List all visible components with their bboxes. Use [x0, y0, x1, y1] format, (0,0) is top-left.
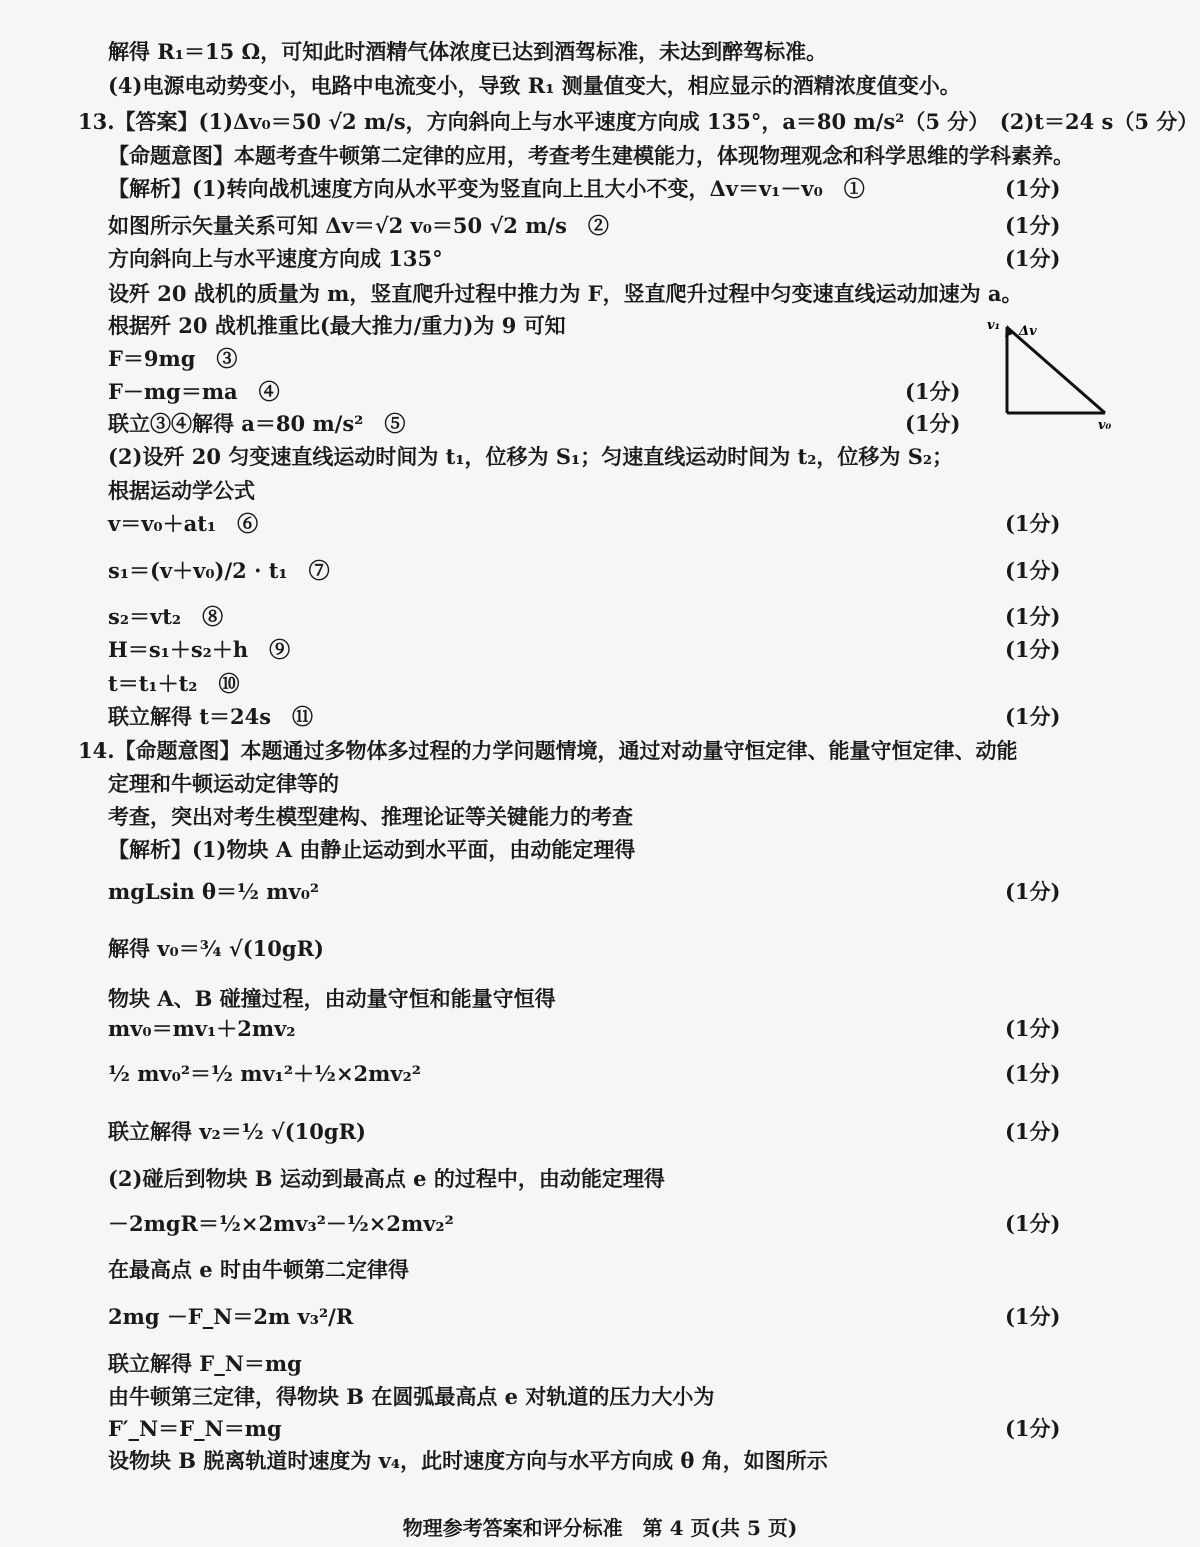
text-line: 根据运动学公式	[108, 478, 255, 503]
text-line: 设歼 20 战机的质量为 m，竖直爬升过程中推力为 F，竖直爬升过程中匀变速直线运动加速为 a。	[108, 281, 1023, 306]
score-mark: (1分)	[1005, 1016, 1061, 1041]
delta-v-vector	[1009, 329, 1105, 413]
text-line: 解得 R₁＝15 Ω，可知此时酒精气体浓度已达到酒驾标准，未达到醉驾标准。	[108, 39, 828, 64]
text-line: (4)电源电动势变小，电路中电流变小，导致 R₁ 测量值变大，相应显示的酒精浓度值变小。	[108, 73, 961, 98]
v1-label: v₁	[987, 318, 1001, 333]
delta-v-label: Δv	[1019, 324, 1037, 339]
text-line: 如图所示矢量关系可知 Δv＝√2 v₀＝50 √2 m/s ②	[108, 213, 609, 238]
text-line: t＝t₁＋t₂ ⑩	[108, 671, 240, 696]
score-mark: (1分)	[1005, 1416, 1061, 1441]
text-line: v＝v₀＋at₁ ⑥	[108, 511, 259, 536]
text-line: (2)碰后到物块 B 运动到最高点 e 的过程中，由动能定理得	[108, 1166, 665, 1191]
v0-label: v₀	[1098, 418, 1112, 433]
score-mark: (1分)	[1005, 246, 1061, 271]
text-line: mgLsin θ＝½ mv₀²	[108, 879, 320, 904]
score-mark: (1分)	[1005, 637, 1061, 662]
text-line: 2mg －F_N＝2m v₃²/R	[108, 1304, 354, 1329]
text-line: 考查，突出对考生模型建构、推理论证等关键能力的考查	[108, 804, 633, 829]
text-line: 物块 A、B 碰撞过程，由动量守恒和能量守恒得	[108, 986, 556, 1011]
text-line: F＝9mg ③	[108, 346, 238, 371]
text-line: 解得 v₀＝¾ √(10gR)	[108, 936, 324, 961]
text-line: 【解析】(1)物块 A 由静止运动到水平面，由动能定理得	[108, 837, 636, 862]
text-line: 设物块 B 脱离轨道时速度为 v₄，此时速度方向与水平方向成 θ 角，如图所示	[108, 1448, 828, 1473]
text-line: 方向斜向上与水平速度方向成 135°	[108, 246, 443, 271]
text-line: －2mgR＝½×2mv₃²－½×2mv₂²	[108, 1211, 454, 1236]
text-line: s₂＝vt₂ ⑧	[108, 604, 224, 629]
text-line: 【命题意图】本题考查牛顿第二定律的应用，考查考生建模能力，体现物理观念和科学思维的学科素养。	[108, 143, 1074, 168]
text-line: F－mg＝ma ④	[108, 379, 280, 404]
score-mark: (1分)	[1005, 558, 1061, 583]
score-mark: (1分)	[905, 411, 961, 436]
score-mark: (1分)	[1005, 511, 1061, 536]
text-line: 联立③④解得 a＝80 m/s² ⑤	[108, 411, 406, 436]
score-mark: (1分)	[1005, 213, 1061, 238]
score-mark: (1分)	[1005, 1061, 1061, 1086]
text-line: mv₀＝mv₁＋2mv₂	[108, 1016, 296, 1041]
velocity-vector-diagram	[985, 315, 1125, 435]
score-mark: (1分)	[1005, 604, 1061, 629]
text-line: 13.【答案】(1)Δv₀＝50 √2 m/s，方向斜向上与水平速度方向成 135°，a＝80 m/s²（5 分） (2)t＝24 s（5 分）	[78, 109, 1199, 134]
text-line: 联立解得 v₂＝½ √(10gR)	[108, 1119, 366, 1144]
text-line: F′_N＝F_N＝mg	[108, 1416, 282, 1441]
text-line: 由牛顿第三定律，得物块 B 在圆弧最高点 e 对轨道的压力大小为	[108, 1384, 715, 1409]
text-line: 定理和牛顿运动定律等的	[108, 771, 339, 796]
text-line: 联立解得 t＝24s ⑪	[108, 704, 314, 729]
text-line: s₁＝(v＋v₀)/2 · t₁ ⑦	[108, 558, 330, 583]
text-line: 14.【命题意图】本题通过多物体多过程的力学问题情境，通过对动量守恒定律、能量守恒定律、动能	[78, 738, 1018, 763]
score-mark: (1分)	[1005, 1304, 1061, 1329]
score-mark: (1分)	[1005, 879, 1061, 904]
text-line: H＝s₁＋s₂＋h ⑨	[108, 637, 291, 662]
score-mark: (1分)	[1005, 1211, 1061, 1236]
text-line: 【解析】(1)转向战机速度方向从水平变为竖直向上且大小不变，Δv＝v₁－v₀ ①	[108, 176, 865, 201]
score-mark: (1分)	[1005, 704, 1061, 729]
text-line: 根据歼 20 战机推重比(最大推力/重力)为 9 可知	[108, 313, 566, 338]
score-mark: (1分)	[1005, 176, 1061, 201]
text-line: 在最高点 e 时由牛顿第二定律得	[108, 1257, 409, 1282]
text-line: (2)设歼 20 匀变速直线运动时间为 t₁，位移为 S₁；匀速直线运动时间为 t₂，位移为 S₂；	[108, 444, 954, 469]
text-line: ½ mv₀²＝½ mv₁²＋½×2mv₂²	[108, 1061, 421, 1086]
score-mark: (1分)	[905, 379, 961, 404]
page-footer: 物理参考答案和评分标准 第 4 页(共 5 页)	[402, 1516, 798, 1540]
text-line: 联立解得 F_N＝mg	[108, 1351, 302, 1376]
score-mark: (1分)	[1005, 1119, 1061, 1144]
